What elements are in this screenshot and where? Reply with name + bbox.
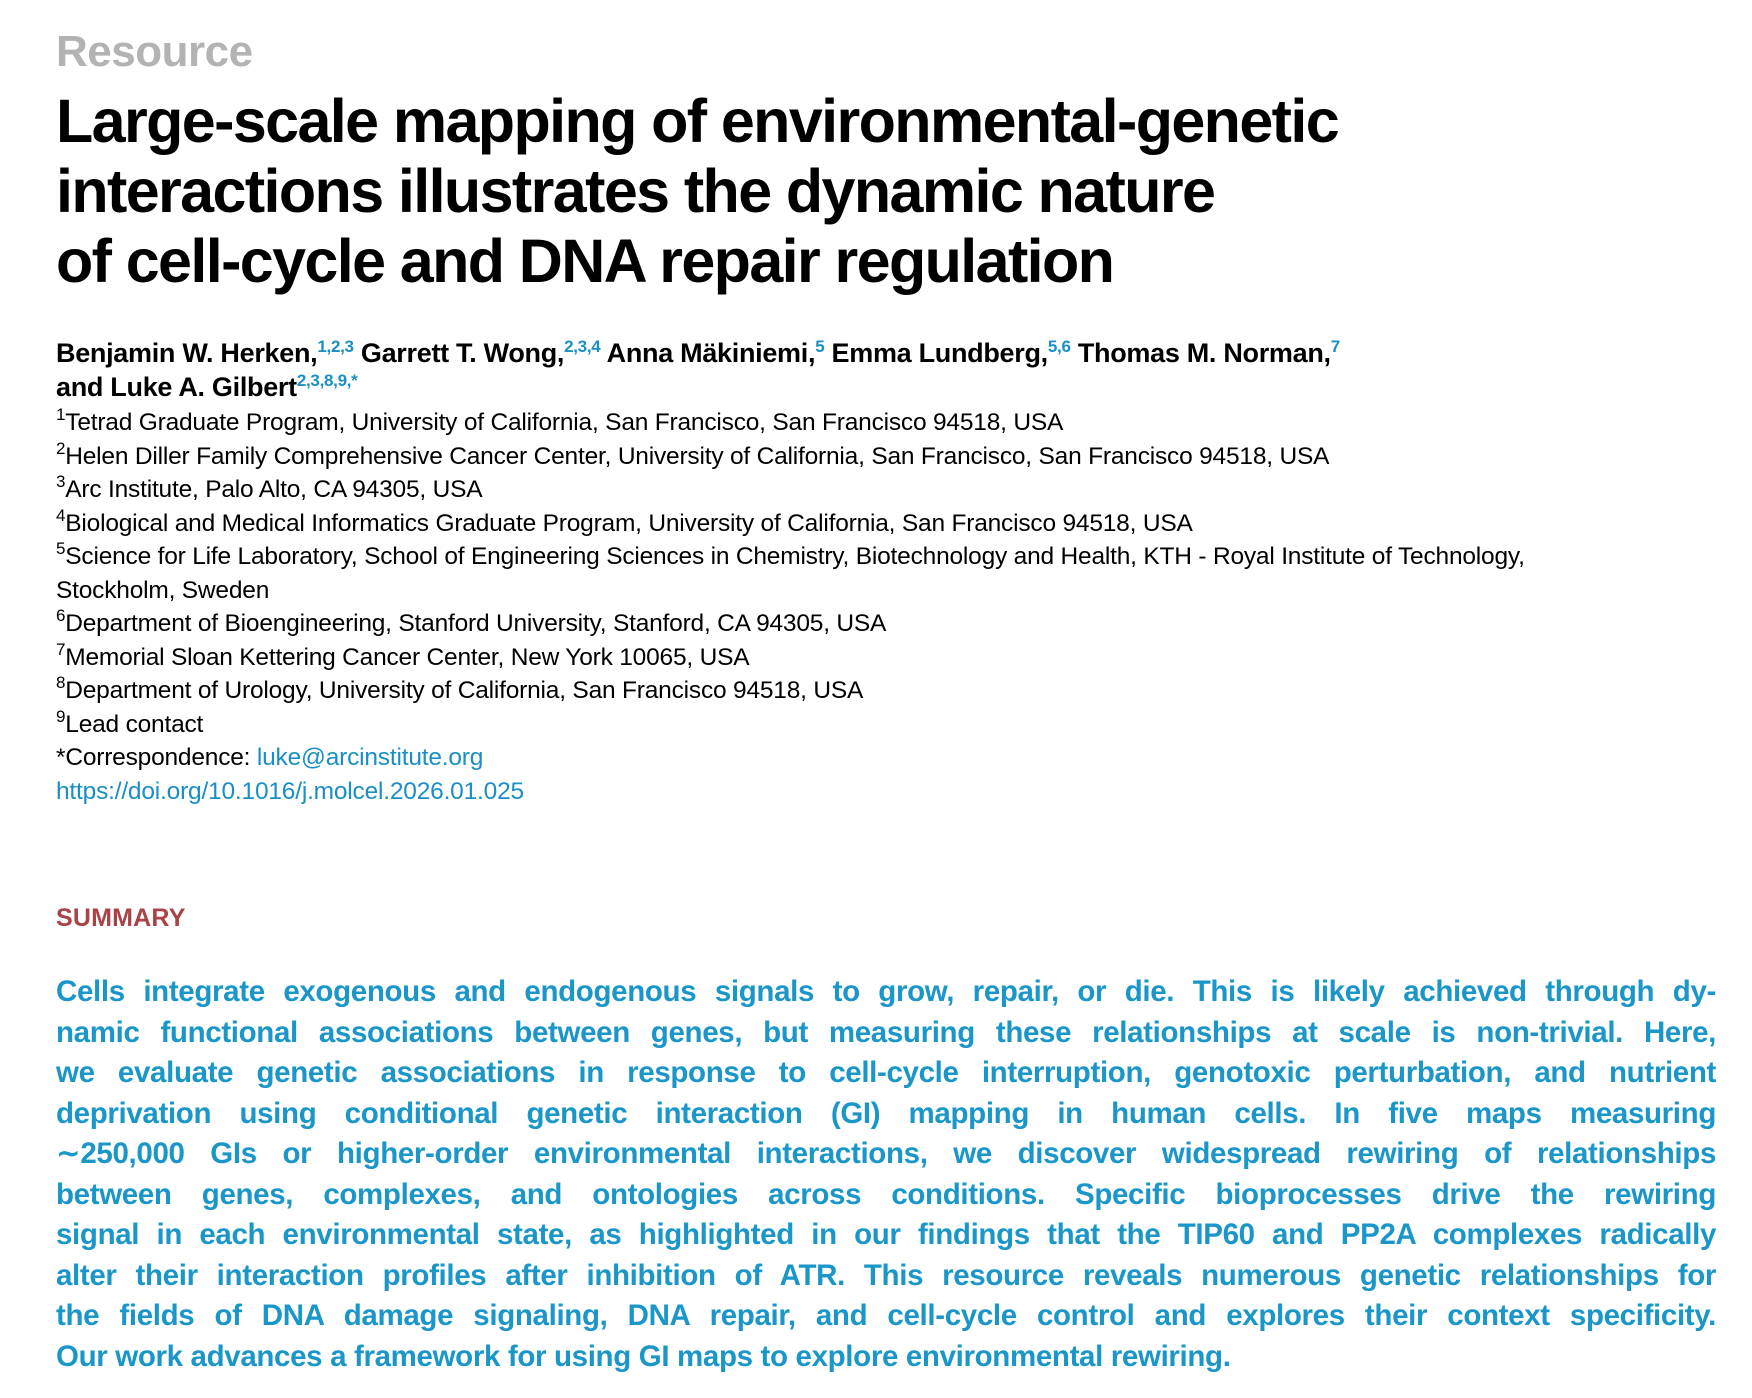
author-affiliation-marks[interactable]: 5 <box>815 337 825 356</box>
affiliation-text: Stockholm, Sweden <box>56 576 270 604</box>
affiliation-number: 1 <box>56 405 66 424</box>
affiliation-number: 7 <box>56 639 66 659</box>
summary-text <box>56 972 1716 1377</box>
affiliation-list <box>56 406 1716 808</box>
author <box>1078 338 1340 368</box>
correspondence-email-link[interactable]: luke@arcinstitute.org <box>256 744 484 771</box>
author <box>361 338 601 368</box>
title-line: of cell-cycle and DNA repair regulation <box>56 227 1114 295</box>
summary-line: alter their interaction profiles after inhibition of ATR. This resource reveals numerous genetic relationships for <box>56 1258 1716 1292</box>
affiliation-number: 2 <box>56 438 66 458</box>
affiliation-continued <box>56 574 1716 608</box>
author-name: Garrett T. Wong, <box>360 338 565 368</box>
summary-line: Cells integrate exogenous and endogenous signals to grow, repair, or die. This is likely achieved through dy- <box>56 975 1716 1008</box>
author-name: and Luke A. Gilbert <box>56 372 297 402</box>
affiliation <box>56 473 1716 507</box>
affiliation <box>56 674 1716 708</box>
affiliation <box>56 406 1716 440</box>
affiliation-text: Department of Urology, University of California, San Francisco 94518, USA <box>65 677 864 704</box>
summary-heading: SUMMARY <box>56 904 186 932</box>
affiliation-number: 6 <box>56 606 66 625</box>
affiliation <box>56 507 1716 541</box>
affiliation-number: 8 <box>56 673 66 692</box>
affiliation <box>56 440 1716 474</box>
author-affiliation-marks[interactable]: 1,2,3 <box>317 337 354 356</box>
affiliation-number: 3 <box>56 472 66 491</box>
summary-line: ∼250,000 GIs or higher-order environmental interactions, we discover widespread rewiring of relationships <box>56 1137 1716 1170</box>
author-list <box>56 336 1716 404</box>
author <box>56 338 354 368</box>
summary-line: we evaluate genetic associations in response to cell-cycle interruption, genotoxic perturbation, and nutrient <box>56 1056 1716 1089</box>
author <box>832 338 1071 368</box>
title-line: Large-scale mapping of environmental-genetic <box>56 87 1339 155</box>
affiliation-text: Lead contact <box>65 710 204 738</box>
title-line: interactions illustrates the dynamic nature <box>56 157 1215 225</box>
affiliation-text: Memorial Sloan Kettering Cancer Center, New York 10065, USA <box>65 643 750 671</box>
affiliation-number: 9 <box>56 706 66 726</box>
affiliation <box>56 540 1716 574</box>
author-affiliation-marks[interactable]: 2,3,8,9,* <box>296 371 358 390</box>
author-affiliation-marks[interactable]: 2,3,4 <box>564 337 601 356</box>
affiliation-number: 5 <box>56 539 66 558</box>
summary-line: namic functional associations between genes, but measuring these relationships at scale is non-trivial. Here, <box>56 1015 1716 1049</box>
summary-line: Our work advances a framework for using GI maps to explore environmental rewiring. <box>56 1339 1231 1373</box>
affiliation <box>56 708 1716 742</box>
summary-line: the fields of DNA damage signaling, DNA repair, and cell-cycle control and explores their context specificity. <box>56 1299 1716 1332</box>
correspondence-label: *Correspondence: <box>56 744 257 771</box>
author <box>607 338 825 368</box>
author-name: Anna Mäkiniemi, <box>606 338 816 368</box>
affiliation-number: 4 <box>56 505 66 525</box>
affiliation-text: Arc Institute, Palo Alto, CA 94305, USA <box>65 476 483 503</box>
affiliation-text: Tetrad Graduate Program, University of California, San Francisco, San Francisco 94518, USA <box>65 409 1064 436</box>
summary-line: deprivation using conditional genetic interaction (GI) mapping in human cells. In five maps measuring <box>56 1096 1716 1130</box>
author-name: Emma Lundberg, <box>831 338 1048 368</box>
summary-line: between genes, complexes, and ontologies across conditions. Specific bioprocesses drive the rewiring <box>56 1177 1716 1211</box>
summary-line: signal in each environmental state, as highlighted in our findings that the TIP60 and PP2A complexes radically <box>56 1218 1716 1251</box>
article-title <box>56 86 1716 296</box>
affiliation <box>56 607 1716 641</box>
author-name: Benjamin W. Herken, <box>56 338 318 368</box>
doi-link[interactable]: https://doi.org/10.1016/j.molcel.2026.01.025 <box>56 777 524 805</box>
affiliation-text: Science for Life Laboratory, School of Engineering Sciences in Chemistry, Biotechnology and Health, KTH - Royal Institute of Technology, <box>65 543 1525 570</box>
affiliation <box>56 641 1716 675</box>
affiliation-text: Helen Diller Family Comprehensive Cancer Center, University of California, San Francisco, San Francisco 94518, USA <box>65 442 1330 470</box>
author <box>56 372 357 402</box>
author-affiliation-marks[interactable]: 7 <box>1330 337 1340 356</box>
affiliation-text: Department of Bioengineering, Stanford University, Stanford, CA 94305, USA <box>65 610 887 637</box>
author-affiliation-marks[interactable]: 5,6 <box>1047 337 1071 356</box>
article-front-matter <box>56 22 1716 1373</box>
article-type-label: Resource <box>56 27 253 76</box>
affiliation-text: Biological and Medical Informatics Graduate Program, University of California, San Francisco 94518, USA <box>65 509 1193 537</box>
author-name: Thomas M. Norman, <box>1077 338 1331 368</box>
correspondence <box>56 741 1716 775</box>
